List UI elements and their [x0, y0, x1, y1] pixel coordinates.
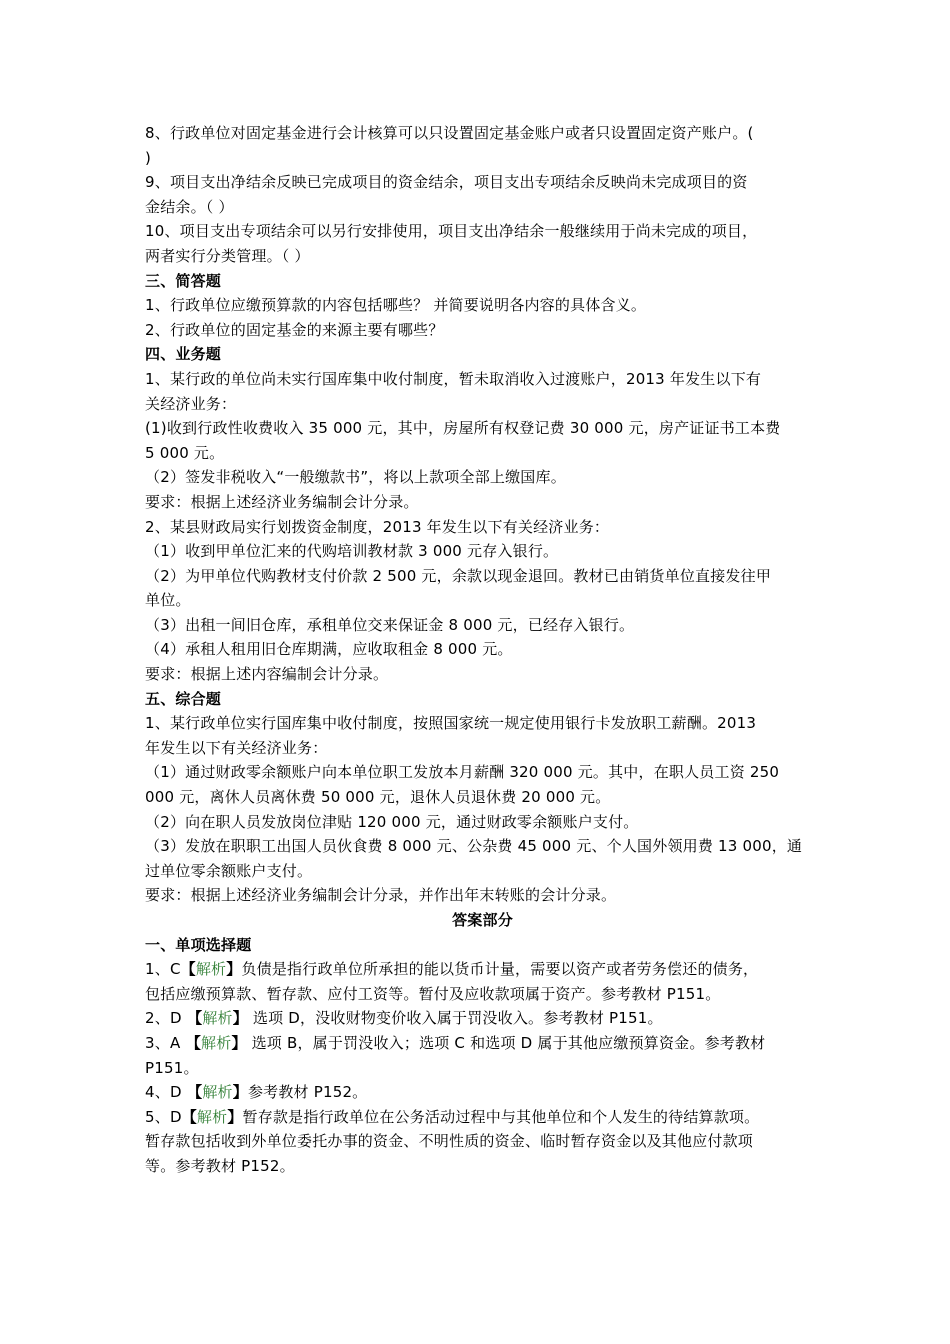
text-line: 过单位零余额账户支付。: [145, 861, 313, 880]
text-line: 要求：根据上述内容编制会计分录。: [145, 665, 389, 684]
text-line: 等。参考教材 P152。: [145, 1156, 295, 1175]
text-line: 要求：根据上述经济业务编制会计分录。: [145, 492, 419, 511]
text-line: 两者实行分类管理。（ ）: [145, 246, 310, 265]
text-line: 年发生以下有关经济业务：: [145, 738, 328, 757]
bracket-open: 【: [181, 1009, 203, 1028]
analysis-tag: 解析: [196, 1107, 228, 1126]
text-line: 8、行政单位对固定基金进行会计核算可以只设置固定基金账户或者只设置固定资产账户。(: [145, 124, 754, 142]
section-heading: 三、简答题: [145, 271, 222, 290]
judgment-questions-tail: [145, 121, 810, 269]
bracket-close: 】: [232, 1083, 248, 1102]
text-line: 暂存款包括收到外单位委托办事的资金、不明性质的资金、临时暂存资金以及其他应付款项: [145, 1132, 754, 1151]
answer-item: [145, 1080, 810, 1105]
text-line: （3）出租一间旧仓库，承租单位交来保证金 8 000 元，已经存入银行。: [145, 615, 635, 634]
text-line: （2）向在职人员发放岗位津贴 120 000 元，通过财政零余额账户支付。: [145, 812, 639, 831]
answer-text: 参考教材 P152。: [247, 1083, 368, 1102]
text-line: （2）签发非税收入“一般缴款书”，将以上款项全部上缴国库。: [145, 468, 566, 487]
bracket-open: 【: [180, 1033, 202, 1052]
analysis-tag: 解析: [202, 1009, 233, 1028]
text-line: 2、行政单位的固定基金的来源主要有哪些？: [145, 320, 444, 339]
text-line: 9、项目支出净结余反映已完成项目的资金结余，项目支出专项结余反映尚未完成项目的资: [145, 173, 748, 192]
answer-prefix: 4、D: [145, 1083, 182, 1102]
bracket-close: 】: [232, 1009, 248, 1028]
text-line: ): [145, 148, 152, 167]
text-line: 包括应缴预算款、暂存款、应付工资等。暂付及应收款项属于资产。参考教材 P151。: [145, 984, 721, 1003]
analysis-tag: 解析: [195, 960, 227, 979]
text-line: 金结余。（ ）: [145, 197, 234, 216]
analysis-tag: 解析: [202, 1083, 233, 1102]
text-line: （1）通过财政零余额账户向本单位职工发放本月薪酬 320 000 元。其中，在职人员工资 250: [145, 763, 780, 782]
answer-text: 选项 D，没收财物变价收入属于罚没收入。参考教材 P151。: [247, 1009, 663, 1028]
text-line: 1、某行政的单位尚未实行国库集中收付制度，暂未取消收入过渡账户，2013 年发生以下有: [145, 369, 762, 388]
bracket-open: 【: [180, 960, 196, 979]
answer-text: 暂存款是指行政单位在公务活动过程中与其他单位和个人发生的待结算款项。: [242, 1107, 760, 1126]
text-line: 单位。: [145, 591, 191, 610]
text-line: 000 元，离休人员离休费 50 000 元，退休人员退休费 20 000 元。: [145, 788, 611, 807]
text-line: 关经济业务：: [145, 394, 237, 413]
text-line: （2）为甲单位代购教材支付价款 2 500 元，余款以现金退回。教材已由销货单位直接发往甲: [145, 566, 772, 585]
answer-prefix: 1、C: [145, 960, 181, 979]
text-line: 5 000 元。: [145, 443, 225, 462]
short-answer-section: [145, 269, 810, 343]
document-page: [145, 121, 810, 1179]
text-line: （4）承租人租用旧仓库期满，应收取租金 8 000 元。: [145, 640, 513, 659]
text-line: (1)收到行政性收费收入 35 000 元，其中，房屋所有权登记费 30 000 元，房产证证书工本费: [145, 419, 781, 438]
analysis-tag: 解析: [201, 1033, 232, 1052]
text-line: P151。: [145, 1058, 199, 1077]
section-heading: 五、综合题: [145, 689, 222, 708]
answers-title: 答案部分: [452, 911, 513, 929]
text-line: 2、某县财政局实行划拨资金制度，2013 年发生以下有关经济业务：: [145, 517, 610, 536]
answer-text: 选项 B，属于罚没收入；选项 C 和选项 D 属于其他应缴预算资金。参考教材: [246, 1033, 766, 1052]
answer-prefix: 5、D: [145, 1107, 182, 1126]
answer-text: 负债是指行政单位所承担的能以货币计量，需要以资产或者劳务偿还的债务，: [241, 960, 759, 979]
bracket-open: 【: [181, 1083, 203, 1102]
text-line: 10、项目支出专项结余可以另行安排使用，项目支出净结余一般继续用于尚未完成的项目，: [145, 222, 758, 241]
text-line: 1、行政单位应缴预算款的内容包括哪些？ 并简要说明各内容的具体含义。: [145, 296, 647, 315]
business-section: [145, 342, 810, 686]
answer-item: [145, 1105, 810, 1179]
text-line: （1）收到甲单位汇来的代购培训教材款 3 000 元存入银行。: [145, 542, 559, 561]
comprehensive-section: [145, 687, 810, 908]
answer-item: [145, 1031, 810, 1080]
answer-item: [145, 1006, 810, 1031]
answers-section: [145, 908, 810, 1179]
bracket-close: 】: [231, 1033, 247, 1052]
answer-item: [145, 957, 810, 1006]
text-line: 1、某行政单位实行国库集中收付制度，按照国家统一规定使用银行卡发放职工薪酬。2013: [145, 714, 757, 733]
bracket-open: 【: [181, 1107, 197, 1126]
section-heading: 一、单项选择题: [145, 935, 252, 954]
answer-prefix: 2、D: [145, 1009, 182, 1028]
bracket-close: 】: [226, 960, 242, 979]
section-heading: 四、业务题: [145, 345, 222, 364]
text-line: （3）发放在职职工出国人员伙食费 8 000 元、公杂费 45 000 元、个人国外领用费 13 000，通: [145, 837, 803, 856]
text-line: 要求：根据上述经济业务编制会计分录，并作出年末转账的会计分录。: [145, 886, 617, 905]
answer-prefix: 3、A: [145, 1033, 181, 1052]
bracket-close: 】: [227, 1107, 243, 1126]
